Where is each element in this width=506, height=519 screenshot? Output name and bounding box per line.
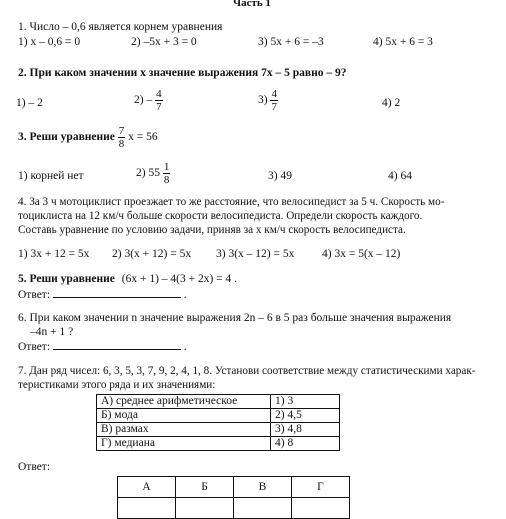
q6-answer-end: . — [183, 341, 187, 353]
characteristic-cell: В) размах — [97, 423, 271, 437]
answer-header-row — [118, 477, 350, 498]
answer-cell-v[interactable] — [234, 498, 292, 519]
characteristic-cell: Г) медиана — [97, 437, 271, 451]
q6-answer-blank[interactable] — [53, 339, 181, 350]
q2-option-3-numerator: 4 — [271, 88, 277, 100]
q5-answer-row — [18, 287, 187, 302]
matching-row — [97, 423, 340, 437]
q2-option-2-denominator: 7 — [156, 101, 162, 113]
q4-option-1: 1) 3x + 12 = 5x — [18, 248, 90, 260]
q5-equation: (6x + 1) – 4(3 + 2x) = 4 . — [121, 273, 238, 285]
q3-option-4: 4) 64 — [388, 170, 412, 182]
q7-answer-label: Ответ: — [18, 461, 51, 473]
answer-header-a: А — [118, 477, 176, 498]
q4-option-3: 3) 3(x – 12) = 5x — [216, 248, 295, 260]
question-7-line-1: 7. Дан ряд чисел: 6, 3, 5, 3, 7, 9, 2, 4, 1, 8. Установи соответствие между статистическими харак- — [18, 365, 476, 377]
answer-cell-a[interactable] — [118, 498, 176, 519]
q3-option-1: 1) корней нет — [18, 170, 84, 182]
value-cell: 3) 4,8 — [271, 423, 340, 437]
matching-row — [97, 437, 340, 451]
question-3 — [18, 125, 158, 150]
answer-cell-g[interactable] — [292, 498, 350, 519]
q2-option-2-fraction — [155, 88, 163, 113]
q4-option-2: 2) 3(x + 12) = 5x — [112, 248, 192, 260]
answer-input-row — [118, 498, 350, 519]
q3-fraction — [118, 125, 126, 150]
question-6-line-2: –4n + 1 ? — [30, 326, 74, 338]
answer-cell-b[interactable] — [176, 498, 234, 519]
q5-prefix: 5. Реши уравнение — [18, 273, 115, 285]
characteristic-cell: А) среднее арифметическое — [97, 395, 271, 409]
question-4-line-3: Составь уравнение по условию задачи, приняв за x км/ч скорость велосипедиста. — [18, 224, 406, 236]
question-6-line-1: 6. При каком значении n значение выражения 2n – 6 в 5 раз больше значения выражения — [18, 312, 452, 324]
answer-header-v: В — [234, 477, 292, 498]
matching-row — [97, 409, 340, 423]
question-4-line-1: 4. За 3 ч мотоциклист проезжает то же расстояние, что велосипедист за 5 ч. Скорость мо- — [18, 196, 445, 208]
q3-numerator: 7 — [118, 125, 125, 137]
question-1: 1. Число – 0,6 является корнем уравнения — [18, 21, 223, 33]
question-5 — [18, 272, 237, 286]
q2-option-3-prefix: 3) — [258, 94, 268, 107]
question-4-line-2: тоциклиста на 12 км/ч больше скорости велосипедиста. Определи скорость каждого. — [18, 210, 423, 222]
q2-option-2 — [134, 88, 163, 113]
answer-table — [117, 476, 350, 519]
q2-option-2-prefix: 2) – — [134, 94, 153, 107]
q3-option-2 — [136, 161, 170, 186]
q2-option-3-fraction — [270, 88, 278, 113]
characteristic-cell: Б) мода — [97, 409, 271, 423]
value-cell: 4) 8 — [271, 437, 340, 451]
answer-header-b: Б — [176, 477, 234, 498]
q6-answer-label: Ответ: — [18, 341, 51, 353]
q5-answer-blank[interactable] — [53, 287, 181, 298]
q3-option-2-denominator: 8 — [163, 174, 170, 186]
matching-row — [97, 395, 340, 409]
page-header: Часть 1 — [233, 0, 271, 9]
q3-prefix: 3. Реши уравнение — [18, 131, 115, 144]
q1-option-2: 2) –5x + 3 = 0 — [131, 36, 197, 48]
q3-option-3: 3) 49 — [268, 170, 292, 182]
q2-option-3 — [258, 88, 278, 113]
q1-option-4: 4) 5x + 6 = 3 — [373, 36, 433, 48]
q5-answer-label: Ответ: — [18, 289, 51, 301]
q2-option-3-denominator: 7 — [271, 101, 277, 113]
q5-answer-end: . — [183, 289, 187, 301]
value-cell: 2) 4,5 — [271, 409, 340, 423]
q1-option-1: 1) x – 0,6 = 0 — [18, 36, 81, 48]
q4-option-4: 4) 3x = 5(x – 12) — [322, 248, 401, 260]
question-7-line-2: теристиками этого ряда и их значениями: — [18, 379, 216, 391]
q3-suffix: x = 56 — [128, 131, 158, 144]
q1-option-3: 3) 5x + 6 = –3 — [258, 36, 324, 48]
q3-option-2-fraction — [163, 161, 171, 186]
matching-table — [96, 394, 340, 451]
q3-option-2-numerator: 1 — [163, 161, 170, 173]
q2-option-4: 4) 2 — [382, 97, 401, 109]
q3-option-2-prefix: 2) 55 — [136, 167, 160, 180]
q6-answer-row — [18, 339, 187, 354]
question-2: 2. При каком значении x значение выражения 7x – 5 равно – 9? — [18, 67, 347, 79]
value-cell: 1) 3 — [271, 395, 340, 409]
q2-option-1: 1) – 2 — [16, 97, 43, 109]
q3-denominator: 8 — [118, 138, 125, 150]
answer-header-g: Г — [292, 477, 350, 498]
q2-option-2-numerator: 4 — [156, 88, 162, 100]
